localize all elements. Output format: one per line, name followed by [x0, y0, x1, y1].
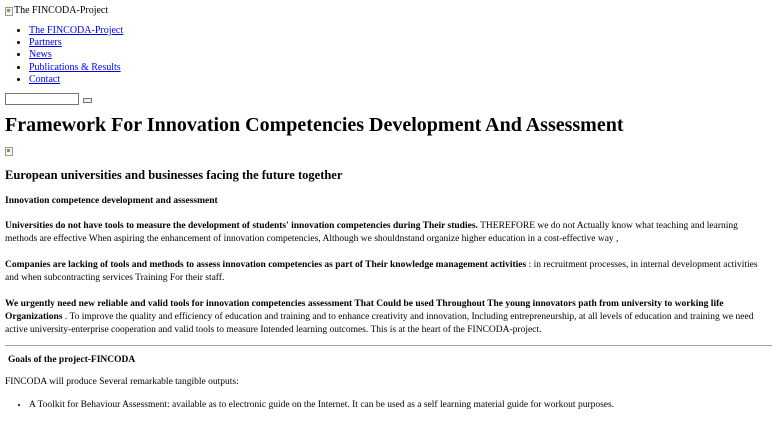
- broken-image-icon: [5, 147, 13, 156]
- nav-item: [29, 37, 772, 49]
- broken-image-icon: [5, 7, 13, 16]
- goals-heading: Goals of the project-FINCODA: [8, 355, 136, 366]
- search-form: [5, 91, 772, 105]
- nav-item: [29, 74, 772, 86]
- paragraph-bold-text: Companies are lacking of tools and methods to assess innovation competencies as part of Their knowledge management activities: [5, 260, 527, 271]
- paragraph-universities: [5, 220, 772, 246]
- paragraph-text: : in recruitment processes, in internal development activities and when subcontracting services Training For their staff.: [5, 260, 758, 284]
- nav-item: [29, 25, 772, 37]
- paragraph-urgent-need: [5, 298, 772, 337]
- hero-image: [5, 147, 772, 159]
- list-item: • A Toolkit for Behaviour Assessment: available as to electronic guide on the Internet. It can be used as a self learning material guide for workout purposes.: [29, 399, 772, 412]
- search-input[interactable]: [5, 93, 79, 105]
- goals-intro: FINCODA will produce Several remarkable tangible outputs:: [5, 377, 239, 388]
- paragraph-bold-text: Universities do not have tools to measure the development of students' innovation competencies during Their studies.: [5, 221, 478, 232]
- nav-link-news[interactable]: News: [29, 49, 52, 61]
- outputs-list: [5, 399, 772, 412]
- nav-link-fincoda-project[interactable]: The FINCODA-Project: [29, 25, 124, 36]
- section-heading: Innovation competence development and assessment: [5, 196, 218, 207]
- page-subtitle: European universities and businesses facing the future together: [5, 168, 343, 183]
- section-divider: [5, 345, 772, 346]
- main-navigation: [5, 25, 772, 86]
- nav-link-publications-results[interactable]: Publications & Results: [29, 61, 121, 73]
- paragraph-text: . To improve the quality and efficiency of education and training and to enhance creativity and innovation, Including entrepreneurship, at all levels of education and training we need active university-enterprise cooperation and valid tools to measure Intended learning outcomes. This is at the heart of the FINCODA-project.: [5, 312, 754, 336]
- paragraph-text: THEREFORE we do not Actually know what teaching and learning methods are effective When aspiring the enhancement of innovation competencies, Although we shouldnstand organize higher education in a cost-effective way ,: [5, 221, 738, 245]
- site-logo[interactable]: [5, 4, 772, 18]
- page-title: Framework For Innovation Competencies Development And Assessment: [5, 114, 624, 137]
- nav-link-partners[interactable]: Partners: [29, 37, 62, 49]
- nav-item: [29, 49, 772, 61]
- search-button[interactable]: [83, 98, 92, 103]
- logo-alt-text: The FINCODA-Project: [14, 5, 109, 17]
- paragraph-bold-text: We urgently need new reliable and valid tools for innovation competencies assessment That Could be used Throughout The young innovators path from university to working life Organizations: [5, 299, 724, 323]
- nav-link-contact[interactable]: Contact: [29, 73, 61, 85]
- nav-item: [29, 62, 772, 74]
- paragraph-companies: [5, 259, 772, 285]
